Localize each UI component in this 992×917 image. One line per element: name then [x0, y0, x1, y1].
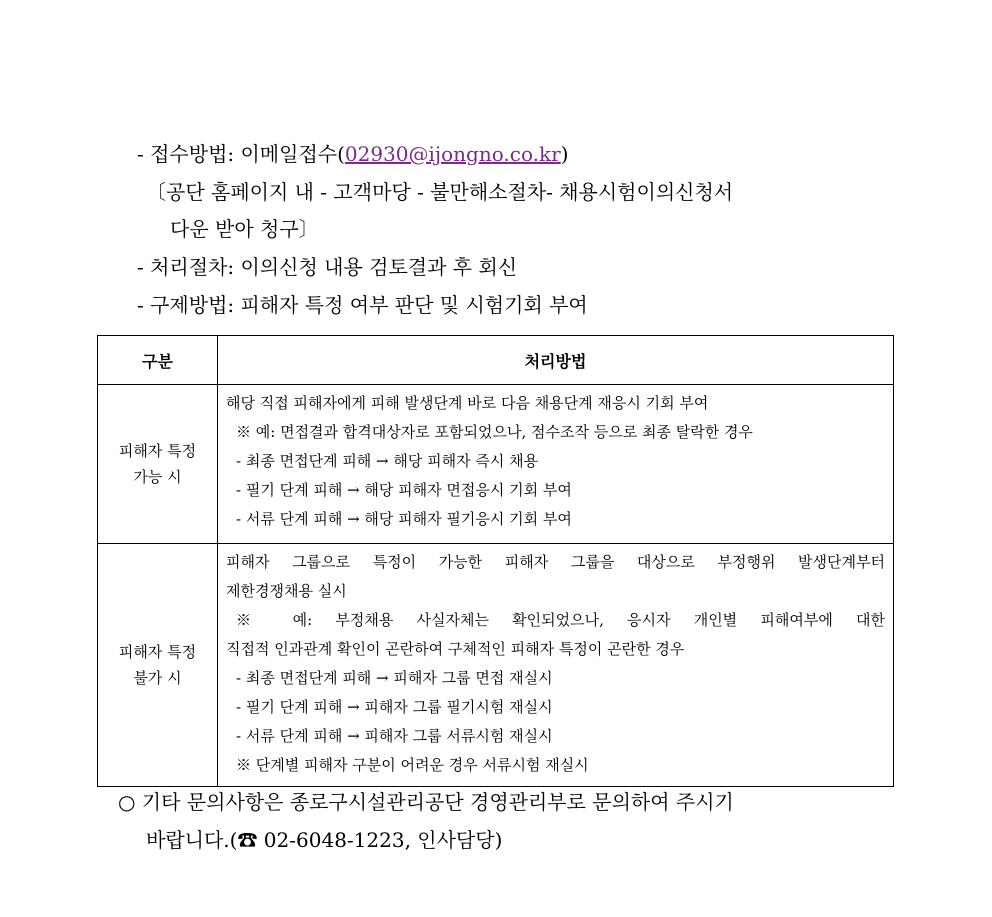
header-method: 처리방법 [218, 336, 894, 385]
row1-line: 해당 직접 피해자에게 피해 발생단계 바로 다음 채용단계 재응시 기회 부여 [226, 394, 709, 412]
footer-line-2-suffix: 02-6048-1223, 인사담당) [257, 828, 503, 852]
row2-line: ※ 예: 부정채용 사실자체는 확인되었으나, 응시자 개인별 피해여부에 대한 [236, 611, 885, 629]
footer-line-1: ○ 기타 문의사항은 종로구시설관리공단 경영관리부로 문의하여 주시기 [118, 790, 734, 814]
row2-line: - 필기 단계 피해 → 피해자 그룹 필기시험 재실시 [236, 698, 553, 716]
table-header-row [98, 336, 894, 385]
receipt-path-line-2: 다운 받아 청구〕 [170, 217, 319, 241]
receipt-method-line [137, 141, 569, 167]
row2-category [98, 544, 218, 787]
row2-line: 피해자 그룹으로 특정이 가능한 피해자 그룹을 대상으로 부정행위 발생단계부터 [226, 553, 885, 571]
table-row [98, 385, 894, 544]
row1-category-line2: 가능 시 [133, 468, 182, 486]
phone-icon: ☎ [237, 828, 258, 852]
row2-category-line2: 불가 시 [133, 669, 182, 687]
row2-line: 직접적 인과관계 확인이 곤란하여 구체적인 피해자 특정이 곤란한 경우 [226, 640, 685, 658]
processing-table [97, 335, 894, 787]
row2-line: 제한경쟁채용 실시 [226, 582, 347, 600]
footer-line-2 [146, 826, 502, 854]
remedy-method-line: - 구제방법: 피해자 특정 여부 판단 및 시험기회 부여 [137, 293, 588, 317]
row1-line: - 최종 면접단계 피해 → 해당 피해자 즉시 채용 [236, 452, 539, 470]
row2-category-line1: 피해자 특정 [118, 643, 197, 661]
header-category: 구분 [98, 336, 218, 385]
row2-line: ※ 단계별 피해자 구분이 어려운 경우 서류시험 재실시 [236, 756, 589, 774]
row1-category [98, 385, 218, 544]
row2-method [218, 544, 894, 787]
receipt-method-label: - 접수방법: 이메일접수( [137, 142, 345, 166]
processing-procedure-line: - 처리절차: 이의신청 내용 검토결과 후 회신 [137, 255, 518, 279]
row2-line: - 최종 면접단계 피해 → 피해자 그룹 면접 재실시 [236, 669, 553, 687]
row1-line: - 필기 단계 피해 → 해당 피해자 면접응시 기회 부여 [236, 481, 572, 499]
row2-line: - 서류 단계 피해 → 피해자 그룹 서류시험 재실시 [236, 727, 553, 745]
footer-line-2-prefix: 바랍니다.( [146, 828, 238, 852]
table-row [98, 544, 894, 787]
row1-line: - 서류 단계 피해 → 해당 피해자 필기응시 기회 부여 [236, 510, 572, 528]
receipt-method-close: ) [560, 142, 569, 166]
row1-line: ※ 예: 면접결과 합격대상자로 포함되었으나, 점수조작 등으로 최종 탈락한 경우 [236, 423, 753, 441]
row1-category-line1: 피해자 특정 [118, 442, 197, 460]
email-link[interactable]: 02930@ijongno.co.kr [344, 142, 561, 166]
row1-method [218, 385, 894, 544]
receipt-path-line: 〔공단 홈페이지 내 - 고객마당 - 불만해소절차- 채용시험이의신청서 [146, 180, 734, 204]
